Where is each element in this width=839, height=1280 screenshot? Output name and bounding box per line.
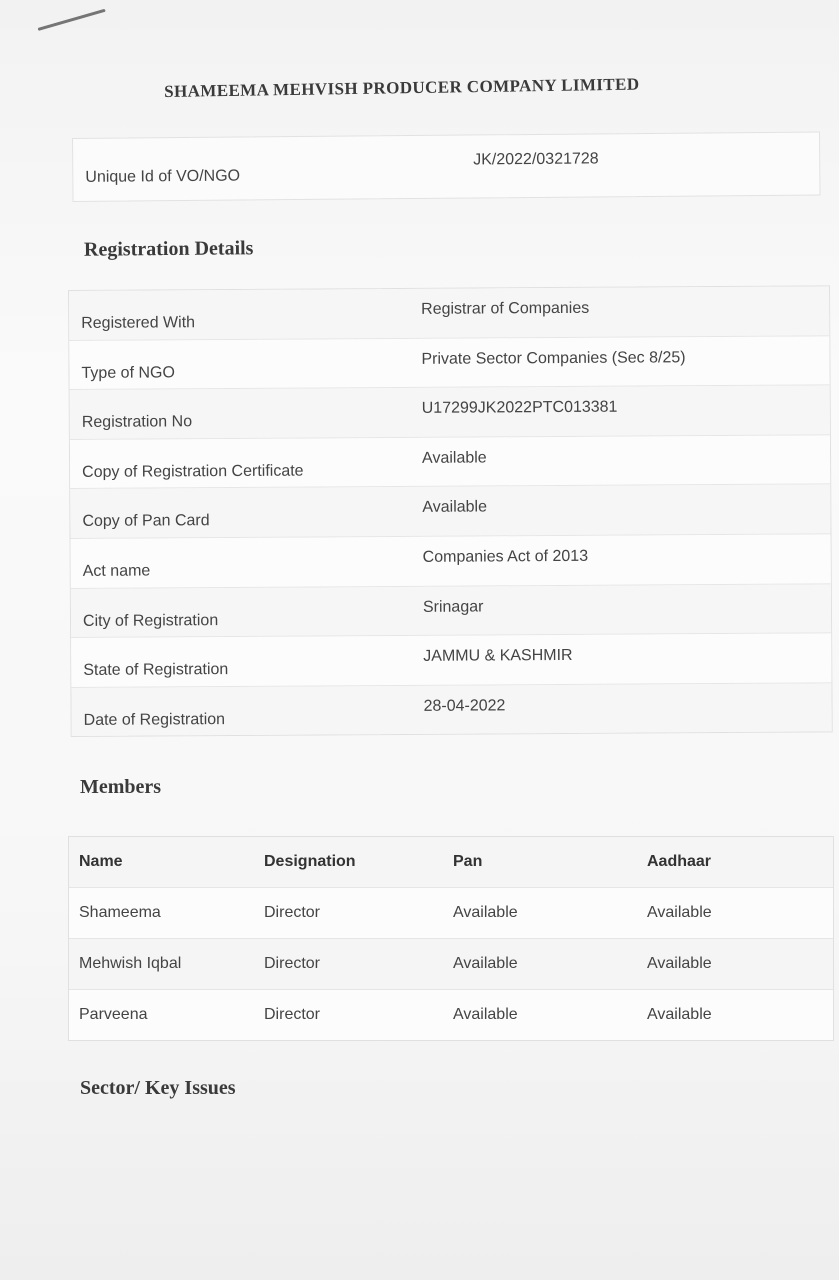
row-value: Available bbox=[422, 498, 488, 517]
members-table bbox=[68, 836, 834, 1041]
table-row bbox=[69, 286, 829, 340]
table-header-row bbox=[69, 837, 833, 888]
member-designation: Director bbox=[264, 955, 321, 972]
row-value: Registrar of Companies bbox=[421, 299, 590, 318]
member-name: Shameema bbox=[79, 904, 161, 921]
company-title: SHAMEEMA MEHVISH PRODUCER COMPANY LIMITED bbox=[164, 74, 640, 101]
table-row bbox=[71, 634, 831, 688]
row-value: 28-04-2022 bbox=[423, 697, 506, 715]
table-row bbox=[69, 336, 829, 390]
member-name: Parveena bbox=[79, 1006, 148, 1023]
table-row bbox=[69, 939, 833, 990]
pen-mark bbox=[38, 9, 106, 31]
column-header-designation: Designation bbox=[264, 853, 356, 870]
row-label: Copy of Pan Card bbox=[82, 512, 210, 531]
unique-id-box bbox=[72, 131, 821, 202]
sector-heading: Sector/ Key Issues bbox=[80, 1077, 236, 1099]
row-value: Private Sector Companies (Sec 8/25) bbox=[421, 348, 686, 368]
member-aadhaar: Available bbox=[647, 1006, 712, 1023]
member-pan: Available bbox=[453, 955, 518, 972]
row-label: Registered With bbox=[81, 314, 196, 332]
row-label: Type of NGO bbox=[81, 363, 175, 382]
row-label: State of Registration bbox=[83, 661, 229, 680]
row-value: U17299JK2022PTC013381 bbox=[421, 398, 618, 418]
row-value: Companies Act of 2013 bbox=[422, 547, 589, 566]
row-value: JAMMU & KASHMIR bbox=[423, 647, 573, 665]
table-row bbox=[69, 888, 833, 939]
unique-id-value: JK/2022/0321728 bbox=[473, 150, 599, 169]
row-label: Act name bbox=[82, 562, 151, 580]
table-row bbox=[71, 584, 831, 638]
member-designation: Director bbox=[264, 904, 321, 921]
column-header-pan: Pan bbox=[453, 853, 483, 870]
member-designation: Director bbox=[264, 1006, 321, 1023]
table-row bbox=[70, 435, 830, 489]
row-label: City of Registration bbox=[82, 611, 219, 630]
unique-id-label: Unique Id of VO/NGO bbox=[85, 167, 241, 186]
members-heading: Members bbox=[80, 776, 162, 798]
registration-table bbox=[68, 285, 833, 737]
row-label: Date of Registration bbox=[83, 710, 226, 729]
member-pan: Available bbox=[453, 1006, 518, 1023]
column-header-aadhaar: Aadhaar bbox=[647, 853, 712, 870]
row-label: Registration No bbox=[81, 413, 193, 432]
table-row bbox=[69, 990, 833, 1040]
member-name: Mehwish Iqbal bbox=[79, 955, 182, 972]
table-row bbox=[70, 386, 830, 440]
row-label: Copy of Registration Certificate bbox=[82, 462, 304, 481]
table-row bbox=[71, 683, 831, 736]
row-value: Available bbox=[421, 449, 487, 467]
table-row bbox=[71, 534, 831, 588]
registration-heading: Registration Details bbox=[83, 237, 254, 261]
member-aadhaar: Available bbox=[647, 904, 712, 921]
row-value: Srinagar bbox=[422, 598, 484, 616]
member-aadhaar: Available bbox=[647, 955, 712, 972]
table-row bbox=[70, 485, 830, 539]
column-header-name: Name bbox=[79, 853, 123, 870]
member-pan: Available bbox=[453, 904, 518, 921]
